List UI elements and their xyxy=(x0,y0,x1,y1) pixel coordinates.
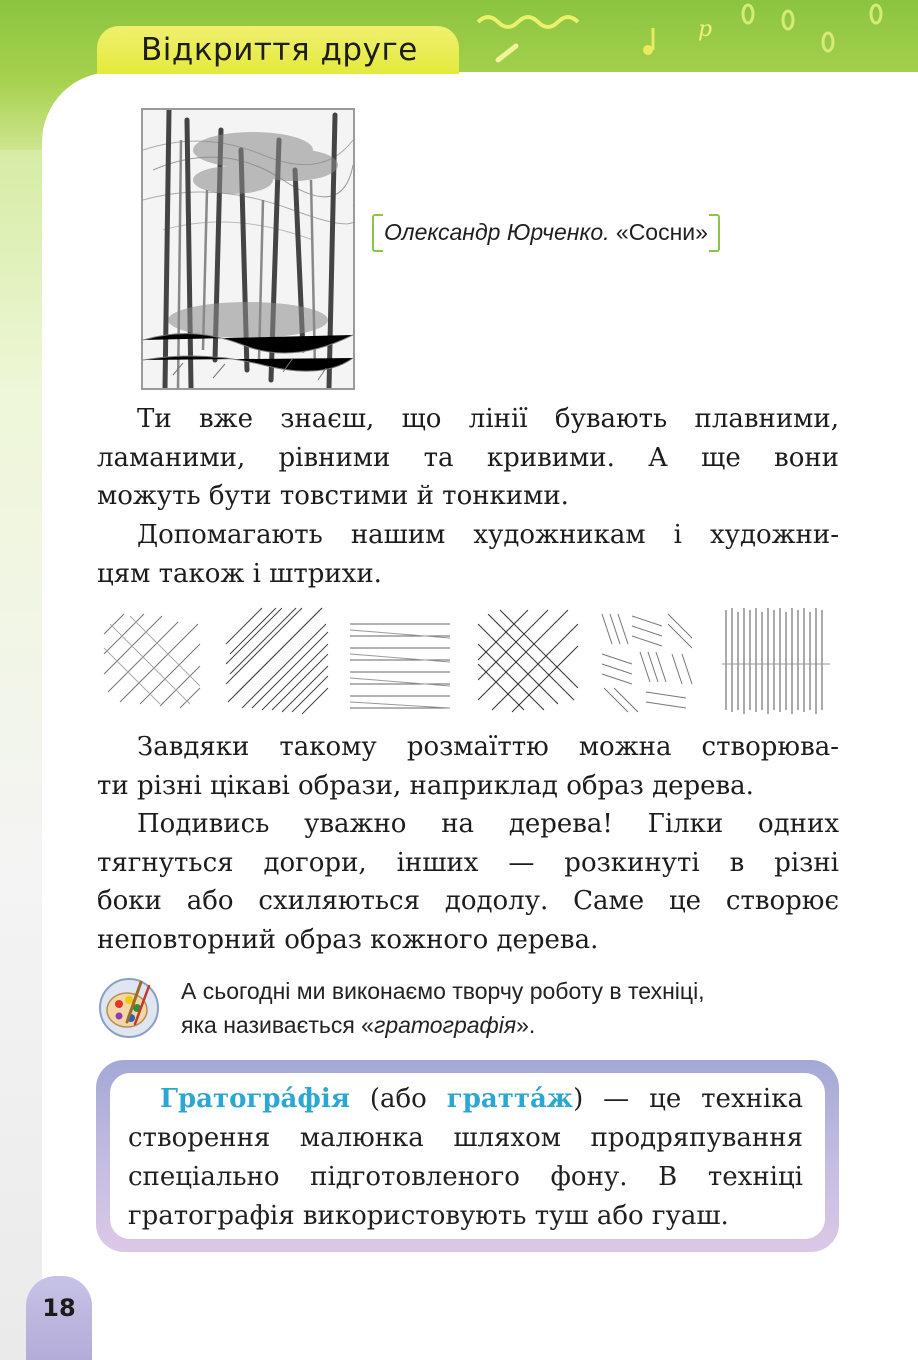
svg-text:p: p xyxy=(698,17,713,42)
pines-drawing xyxy=(141,108,355,390)
paragraph-line: неповторний образ кожного дерева. xyxy=(97,924,599,955)
definition-line-1-rest: ) — це техніка xyxy=(573,1084,803,1114)
task-note-line-2 xyxy=(181,1008,851,1042)
definition-content xyxy=(110,1073,825,1239)
task-note-prefix: яка називається « xyxy=(181,1012,374,1038)
paragraph-line: Допомагають нашим художникам і художни- xyxy=(137,520,839,550)
definition-term-grattage: гратта́ж xyxy=(446,1084,574,1114)
artwork-caption xyxy=(372,214,720,250)
definition-line-3: спеціально підготовленого фону. В техніці xyxy=(128,1162,803,1192)
task-note-term: гратографія xyxy=(373,1012,517,1038)
paragraph-hatching xyxy=(97,516,839,593)
task-note-suffix: ». xyxy=(516,1012,536,1038)
page-number: 18 xyxy=(26,1276,92,1360)
paragraph-line: можуть бути товстими й тонкими. xyxy=(97,481,569,511)
hatch-sample-3 xyxy=(350,624,450,708)
section-title-tab xyxy=(97,26,459,74)
paragraph-line: ламаними, рівними та кривими. А ще вони xyxy=(97,442,839,473)
definition-connector: (або xyxy=(349,1084,447,1114)
hatch-sample-5 xyxy=(602,614,692,712)
task-note-line-1: А сьогодні ми виконаємо творчу роботу в техніці, xyxy=(181,978,705,1004)
definition-line-1 xyxy=(128,1080,803,1119)
paragraph-line: Завдяки такому розмаїттю можна створюва- xyxy=(137,732,839,762)
left-margin-strip xyxy=(0,150,44,1360)
definition-line-4: гратографія використовують туш або гуаш. xyxy=(128,1201,729,1231)
paragraph-line: цям також і штрихи. xyxy=(97,558,382,589)
task-note-text xyxy=(181,974,851,1042)
hatch-sample-1 xyxy=(104,614,200,708)
task-note xyxy=(97,972,857,1042)
artwork-author: Олександр Юрченко. xyxy=(384,219,610,245)
artwork-title: «Сосни» xyxy=(615,219,708,245)
paragraph-line: Подивись уважно на дерева! Гілки одних xyxy=(137,809,839,839)
paragraph-line: тягнуться догори, інших — розкинуті в різні xyxy=(97,847,839,878)
decorative-doodles xyxy=(458,0,918,70)
paragraph-line: Ти вже знаєш, що лінії бувають плавними, xyxy=(137,404,839,434)
paragraph-trees xyxy=(97,805,839,959)
definition-term-gratography: Гратогра́фія xyxy=(160,1084,350,1114)
palette-icon xyxy=(97,974,161,1038)
paragraph-lines-intro xyxy=(97,400,839,516)
definition-line-2: створення малюнка шляхом продряпування xyxy=(128,1123,803,1153)
hatching-samples xyxy=(100,604,832,718)
definition-box xyxy=(96,1060,839,1252)
hatch-sample-6 xyxy=(722,608,830,714)
section-title: Відкриття друге xyxy=(141,32,418,68)
hatch-sample-2 xyxy=(226,608,328,714)
paragraph-variety xyxy=(97,728,839,805)
hatch-sample-4 xyxy=(478,610,578,712)
paragraph-line: ти різні цікаві образи, наприклад образ дерева. xyxy=(97,770,754,801)
paragraph-line: боки або схиляються додолу. Саме це створює xyxy=(97,886,839,916)
